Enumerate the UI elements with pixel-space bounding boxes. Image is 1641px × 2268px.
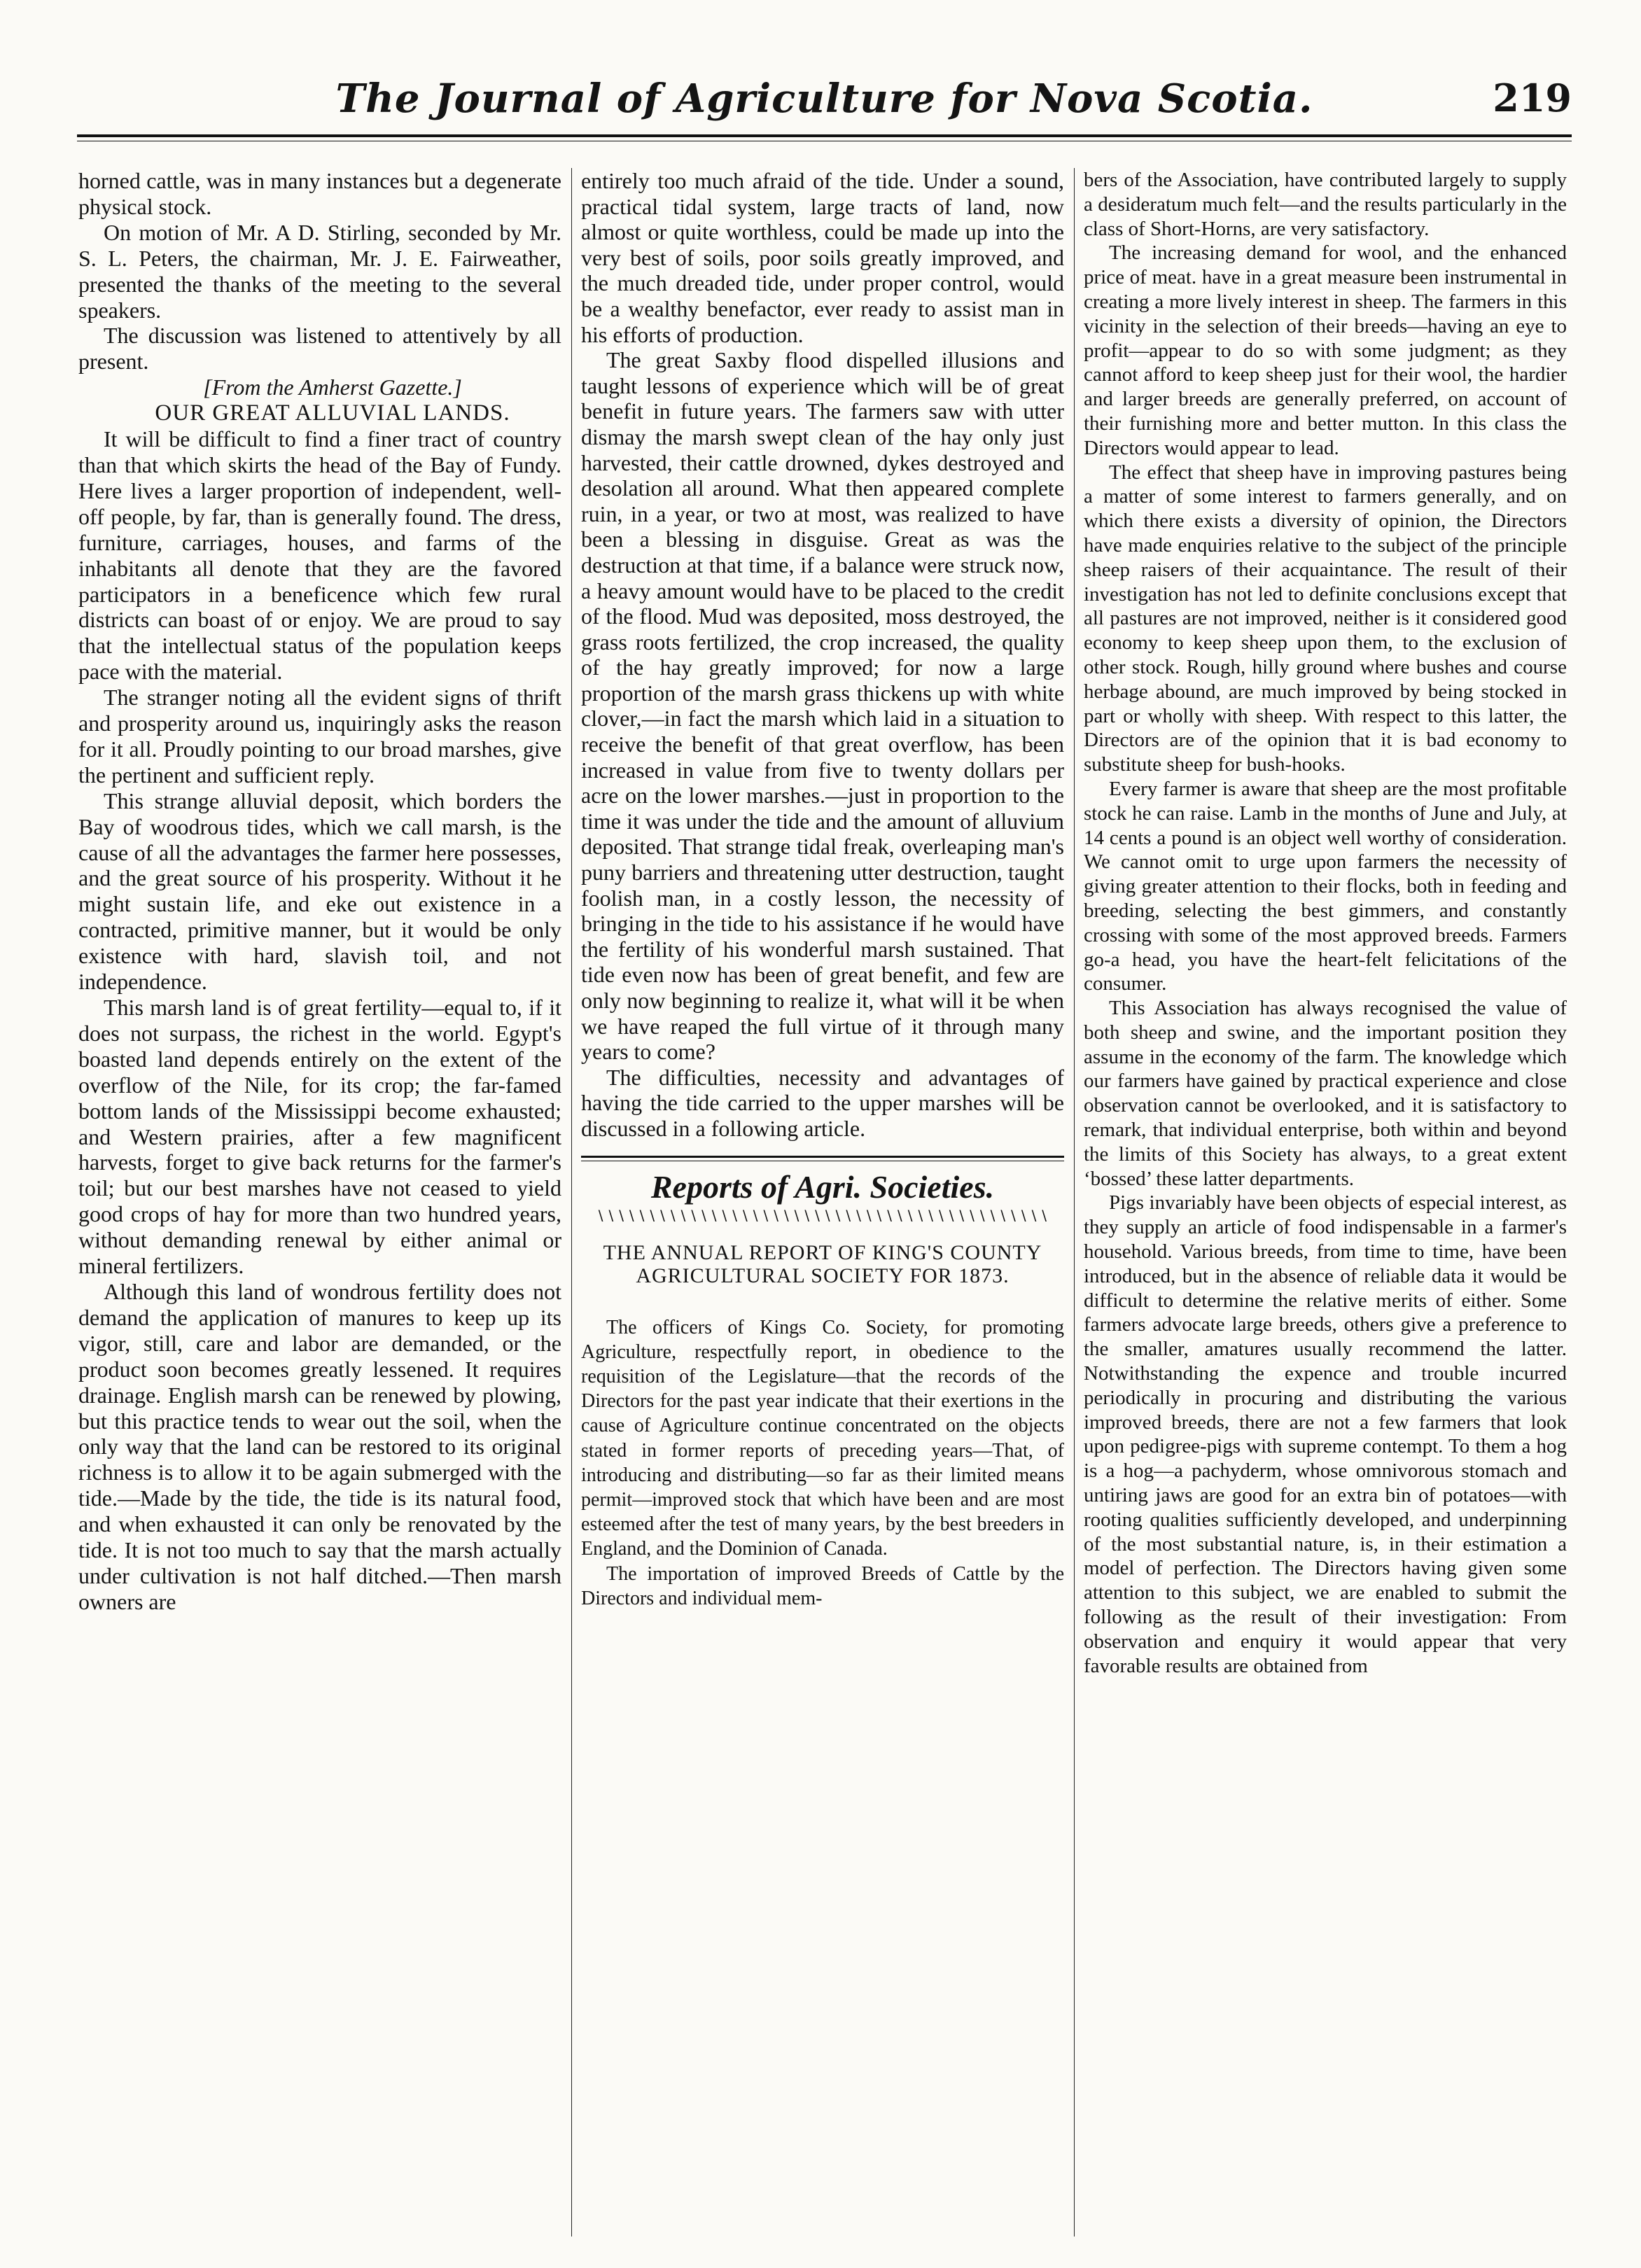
paragraph: On motion of Mr. A D. Stirling, seconded by Mr. S. L. Peters, the chairman, Mr. J. E. Fairweather, presented the thanks of the meeting to the several speakers.	[78, 219, 561, 323]
paragraph: The discussion was listened to attentively by all present.	[78, 323, 561, 374]
paragraph: The great Saxby flood dispelled illusions and taught lessons of experience which will be of great benefit in future years. The farmers saw with utter dismay the marsh swept clean of the hay only just harvested, their cattle drowned, dykes destroyed and desolation all around. What then appeared complete ruin, in a year, or two at most, was realized to have been a blessing in disguise. Great as was the destruction at that time, if a balance were struck now, a heavy amount would have to be placed to the credit of the flood. Mud was deposited, moss destroyed, the grass roots fertilized, the crop increased, the quality of the hay greatly improved; for now a large proportion of the marsh grass thickens up with white clover,—in fact the marsh which laid in a situation to receive the benefit of that great overflow, has been increased in value from five to twenty dollars per acre on the lower marshes.—just in proportion to the time it was under the tide and the amount of alluvium deposited. That strange tidal freak, overleaping man's puny barriers and threatening utter destruction, taught foolish man, in a costly lesson, the necessity of bringing in the tide to his assistance if he would have the fertility of his wonderful marsh sustained. That tide even now has been of great benefit, and few are only now beginning to realize it, what will it be when we have reaped the full virtue of it through many years to come?	[581, 347, 1064, 1065]
column-divider-1	[571, 168, 572, 2236]
ornament-rule: ∖∖∖∖∖∖∖∖∖∖∖∖∖∖∖∖∖∖∖∖∖∖∖∖∖∖∖∖∖∖∖∖∖∖∖∖∖∖∖∖∖∖∖∖	[595, 1208, 1050, 1224]
paragraph: This Association has always recognised the value of both sheep and swine, and the important position they assume in the economy of the farm. The knowledge which our farmers have gained by practical experience and close observation cannot be overlooked, and it is satisfactory to remark, that individual enterprise, both within and beyond the limits of this Society has always, to a great extent ‘bossed’ these latter departments.	[1084, 997, 1567, 1190]
source-note: [From the Amherst Gazette.]	[203, 374, 462, 400]
report-body	[581, 1315, 1064, 1611]
paragraph: It will be difficult to find a finer tract of country than that which skirts the head of the Bay of Fundy. Here lives a larger proportion of independent, well-off people, by far, than is generally found. The dress, furniture, carriages, houses, and farms of the inhabitants all denote that they are the favored participators in a beneficence which few rural districts can boast of or enjoy. We are proud to say that the intellectual status of the population keeps pace with the material.	[78, 426, 561, 685]
paragraph: This strange alluvial deposit, which borders the Bay of woodrous tides, which we call marsh, is the cause of all the advantages the farmer here possesses, and the great source of his prosperity. Without it he might sustain life, and eke out existence in a contracted, primitive manner, but it would be only existence with hard, slavish toil, and not independence.	[78, 788, 561, 995]
paragraph: entirely too much afraid of the tide. Under a sound, practical tidal system, large tracts of land, now almost or quite worthless, could be made up into the very best of soils, poor soils greatly improved, and the much dreaded tide, under proper control, would be a wealthy benefactor, ever ready to assist man in his efforts of production.	[581, 168, 1064, 347]
column-1	[78, 168, 561, 2236]
paragraph: This marsh land is of great fertility—equal to, if it does not surpass, the richest in the world. Egypt's boasted land depends entirely on the extent of the overflow of the Nile, for its crop; the far-famed bottom lands of the Mississippi become exhausted; and Western prairies, after a few magnificent harvests, forget to give back returns for the farmer's toil; but our best marshes have not ceased to yield good crops of hay for more than two hundred years, without demanding renewal by either animal or mineral fertilizers.	[78, 995, 561, 1279]
article-title: OUR GREAT ALLUVIAL LANDS.	[155, 400, 510, 426]
paragraph: The increasing demand for wool, and the enhanced price of meat. have in a great measure been instrumental in creating a more lively interest in sheep. The farmers in this vicinity in the selection of their breeds—having an eye to profit—appear to do so with some judgment; as they cannot afford to keep sheep just for their wool, the hardier and larger breeds are generally preferred, on account of their furnishing more and better mutton. In this class the Directors would appear to lead.	[1084, 241, 1567, 459]
paragraph: Pigs invariably have been objects of especial interest, as they supply an article of food indispensable in a farmer's household. Various breeds, from time to time, have been introduced, but in the absence of reliable data it would be difficult to determine the relative merits of either. Some farmers advocate large breeds, others give a preference to the smaller, amatures usually recommend the latter. Notwithstanding the expence and trouble incurred periodically in procuring and distributing the various improved breeds, there are not a few farmers that look upon pedigree-pigs with supreme contempt. To them a hog is a hog—a pachyderm, whose omnivorous stomach and untiring jaws are good for an extra bin of potatoes—with rooting qualities sufficiently developed, and underpinning of the most substantial nature, is, in their estimation a model of perfection. The Directors having given some attention to this subject, we are enabled to submit the following as the result of their investigation: From observation and enquiry it would appear that very favorable results are obtained from	[1084, 1191, 1567, 1677]
paragraph: bers of the Association, have contributed largely to supply a desideratum much felt—and the results particularly in the class of Short-Horns, are very satisfactory.	[1084, 169, 1567, 240]
page-number: 219	[1493, 76, 1572, 120]
section-heading: Reports of Agri. Societies.	[650, 1168, 995, 1205]
column-3	[1084, 168, 1567, 2236]
section-rule-thick	[581, 1156, 1064, 1158]
column-divider-2	[1074, 168, 1075, 2236]
running-title: The Journal of Agriculture for Nova Scotia.	[335, 76, 1313, 122]
report-title: THE ANNUAL REPORT OF KING'S COUNTY AGRICULTURAL SOCIETY FOR 1873.	[603, 1240, 1042, 1287]
paragraph: Although this land of wondrous fertility does not demand the application of manures to keep up its vigor, still, care and labor are demanded, or the product soon becomes greatly lessened. It requires drainage. English marsh can be renewed by plowing, but this practice tends to wear out the soil, when the only way that the land can be restored to its original richness is to allow it to be again submerged with the tide.—Made by the tide, the tide is its natural food, and when exhausted it can only be renovated by the tide. It is not too much to say that the marsh actually under cultivation is not half ditched.—Then marsh owners are	[78, 1278, 561, 1614]
paragraph: The effect that sheep have in improving pastures being a matter of some interest to farmers generally, and on which there exists a diversity of opinion, the Directors have made enquiries relative to the subject of the principle sheep raisers of their acquaintance. The result of their investigation has not led to definite conclusions except that all pastures are not improved, neither is it considered good economy to keep sheep upon them, to the exclusion of other stock. Rough, hilly ground where bushes and course herbage abound, are much improved by being stocked in part or wholly with sheep. With respect to this latter, the Directors are of the opinion that it is bad economy to substitute sheep for bush-hooks.	[1084, 461, 1567, 776]
paragraph: The stranger noting all the evident signs of thrift and prosperity around us, inquiringly asks the reason for it all. Proudly pointing to our broad marshes, give the pertinent and sufficient reply.	[78, 685, 561, 788]
paragraph: Every farmer is aware that sheep are the most profitable stock he can raise. Lamb in the months of June and July, at 14 cents a pound is an object well worthy of consideration. We cannot omit to urge upon farmers the necessity of giving greater attention to their flocks, both in feeding and breeding, selecting the best gimmers, and constantly crossing with some of the most approved breeds. Farmers go-a head, you have the heart-felt felicitations of the consumer.	[1084, 777, 1567, 995]
column-2	[581, 168, 1064, 2236]
paragraph: The difficulties, necessity and advantages of having the tide carried to the upper marshes will be discussed in a following article.	[581, 1064, 1064, 1141]
page-header	[77, 76, 1572, 132]
paragraph: horned cattle, was in many instances but a degenerate physical stock.	[78, 168, 561, 219]
paragraph: The officers of Kings Co. Society, for promoting Agriculture, respectfully report, in obedience to the requisition of the Legislature—that the records of the Directors for the past year indicate that their exertions in the cause of Agriculture continue concentrated on the objects stated in former reports of preceding years—That, of introducing and distributing—so far as their limited means permit—improved stock that which have been and are most esteemed after the test of many years, by the best breeders in England, and the Dominion of Canada.	[581, 1316, 1064, 1560]
paragraph: The importation of improved Breeds of Cattle by the Directors and individual mem-	[581, 1562, 1064, 1609]
header-rule-thick	[77, 134, 1572, 137]
